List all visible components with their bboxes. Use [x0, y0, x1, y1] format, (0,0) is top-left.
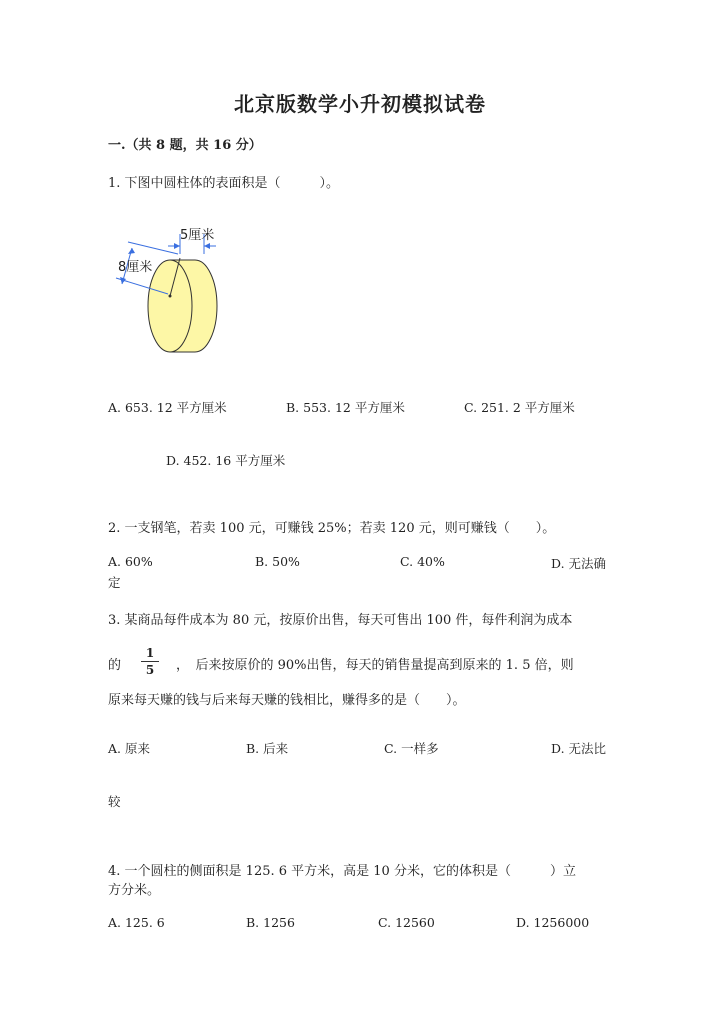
question-3-stem-line3: 原来每天赚的钱与后来每天赚的钱相比，赚得多的是（ ）。 [108, 693, 466, 708]
question-3-option-b: B. 后来 [246, 741, 289, 756]
question-1-option-b: B. 553. 12 平方厘米 [286, 400, 405, 415]
question-1-stem: 1. 下图中圆柱体的表面积是（ ）。 [108, 176, 340, 191]
fraction-numerator: 1 [145, 646, 155, 660]
question-4-option-d: D. 1256000 [516, 915, 590, 930]
question-3-option-d: D. 无法比 [551, 741, 607, 756]
page-title: 北京版数学小升初模拟试卷 [234, 92, 486, 116]
question-4-stem-line2: 方分米。 [108, 883, 161, 898]
fraction-denominator: 5 [145, 663, 155, 677]
arrow-head [174, 243, 180, 249]
radius-dim-ext1 [128, 242, 178, 254]
question-1-option-d: D. 452. 16 平方厘米 [166, 453, 286, 468]
fraction-bar [141, 661, 159, 662]
question-1-option-c: C. 251. 2 平方厘米 [464, 400, 575, 415]
question-2-stem: 2. 一支钢笔，若卖 100 元，可赚钱 25%；若卖 120 元，则可赚钱（ ）。 [108, 521, 556, 536]
question-3-option-c: C. 一样多 [384, 741, 439, 756]
question-2-option-c: C. 40% [400, 554, 445, 569]
width-label: 5厘米 [180, 228, 215, 243]
question-2-option-a: A. 60% [108, 554, 153, 569]
question-2-option-b: B. 50% [255, 554, 300, 569]
question-3-stem-line2-pre: 的 [108, 658, 122, 673]
question-2-option-d-wrap: 定 [108, 575, 121, 590]
question-3-stem-line1: 3. 某商品每件成本为 80 元，按原价出售，每天可售出 100 件，每件利润为成本 [108, 613, 573, 628]
arrow-head [128, 248, 135, 254]
question-4-option-c: C. 12560 [378, 915, 435, 930]
cylinder-front-face [148, 260, 192, 352]
question-4-option-a: A. 125. 6 [108, 915, 165, 930]
question-2-option-d: D. 无法确 [551, 556, 607, 571]
question-1-option-a: A. 653. 12 平方厘米 [108, 400, 227, 415]
radius-label: 8厘米 [118, 260, 153, 275]
center-dot [169, 295, 172, 298]
question-4-option-b: B. 1256 [246, 915, 295, 930]
arrow-head [204, 243, 210, 249]
question-3-option-d-wrap: 较 [108, 794, 121, 809]
question-3-stem-line2-post: ， 后来按原价的 90%出售，每天的销售量提高到原来的 1. 5 倍，则 [176, 658, 574, 673]
section-heading: 一.（共 8 题，共 16 分） [108, 138, 262, 153]
fraction-one-fifth [140, 646, 160, 677]
question-4-stem-line1: 4. 一个圆柱的侧面积是 125. 6 平方米，高是 10 分米，它的体积是（ ）立 [108, 864, 576, 879]
cylinder-figure [108, 222, 233, 357]
question-3-option-a: A. 原来 [108, 741, 150, 756]
